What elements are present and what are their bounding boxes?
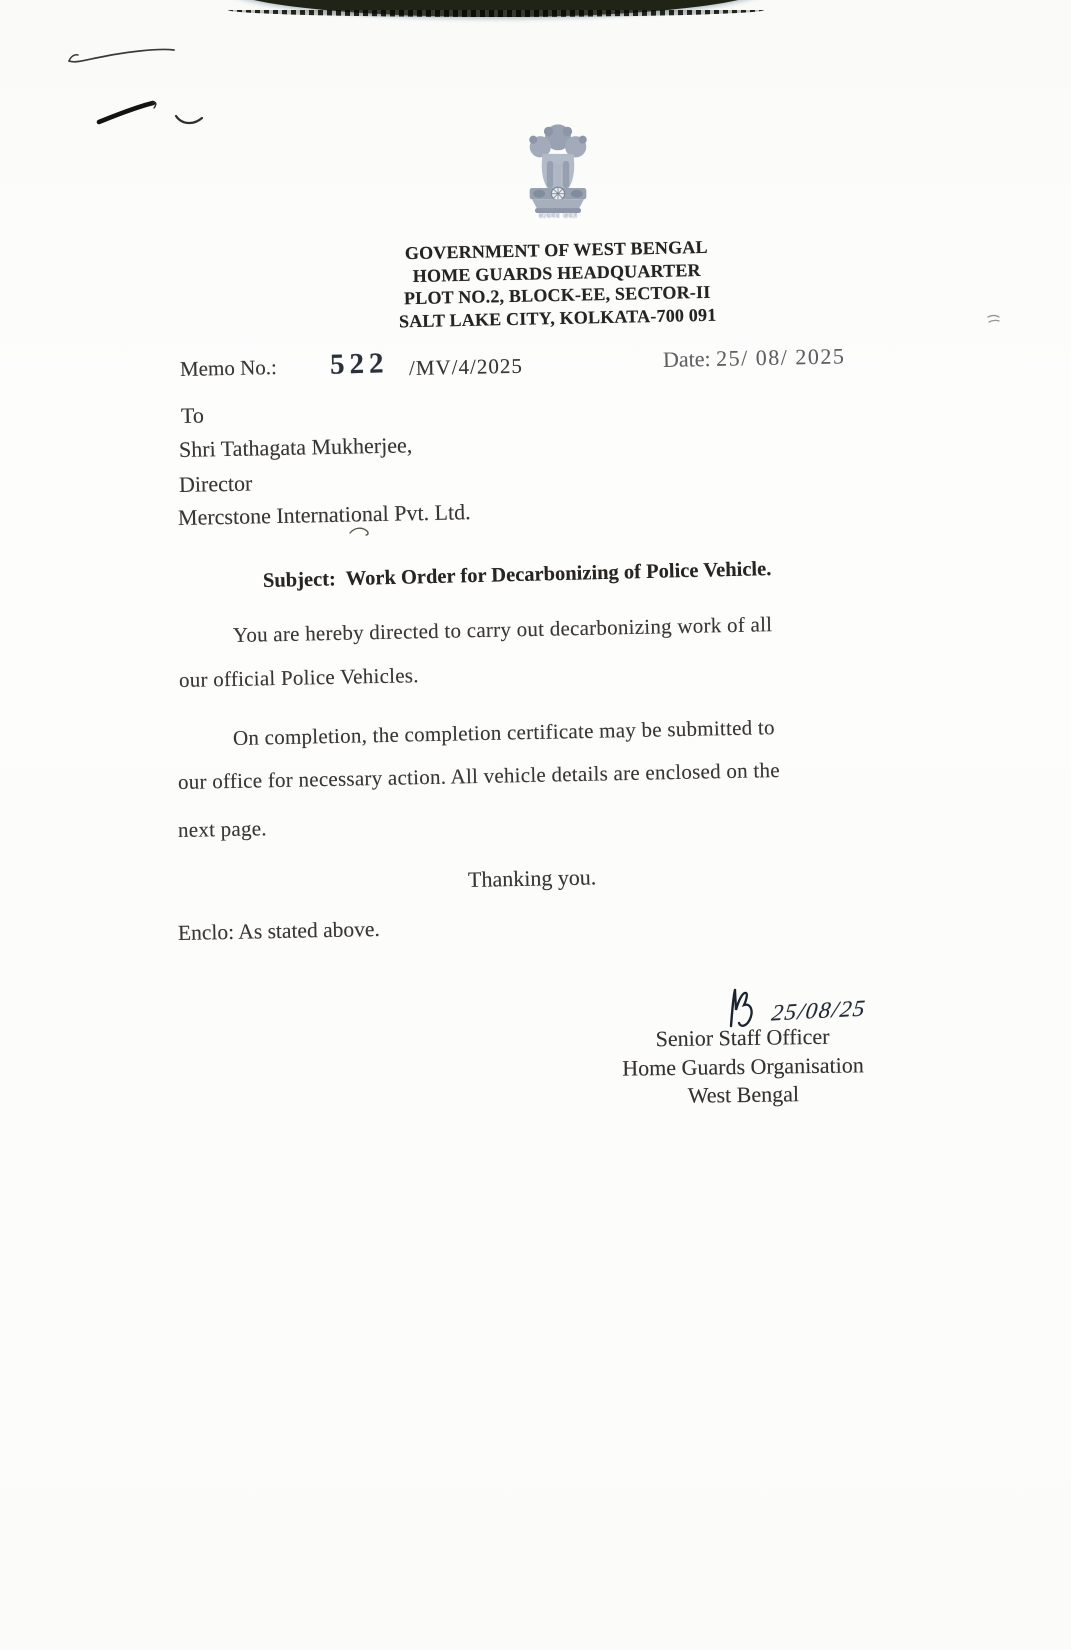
scan-edge-artifact — [222, 0, 770, 17]
body-para1-line1: You are hereby directed to carry out decarbonizing work of all — [232, 612, 773, 647]
enclosure-line: Enclo: As stated above. — [177, 916, 381, 945]
date-label: Date: — [662, 346, 711, 372]
signature-handwritten-date: 25/08/25 — [770, 995, 868, 1026]
signatory-designation: Senior Staff Officer — [655, 1023, 830, 1052]
recipient-name: Shri Tathagata Mukherjee, — [178, 432, 413, 462]
ashoka-emblem-icon — [512, 122, 604, 221]
date-value: 25/ 08/ 2025 — [715, 343, 846, 371]
letterhead-government: GOVERNMENT OF WEST BENGAL — [404, 236, 708, 264]
emblem-motto: सत्यमेव जयते — [538, 212, 578, 220]
subject-label: Subject: — [262, 568, 337, 592]
memo-number-label: Memo No.: — [179, 355, 278, 381]
signature-block — [556, 1021, 929, 1112]
scan-speck-artifact — [986, 313, 1002, 325]
body-para2-line2: our office for necessary action. All vehicle details are enclosed on the — [177, 757, 781, 794]
body-para1-line2: our official Police Vehicles. — [178, 663, 419, 692]
underline-squiggle-mark — [348, 525, 372, 537]
letterhead-department: HOME GUARDS HEADQUARTER — [412, 259, 701, 286]
subject-text: Work Order for Decarbonizing of Police Vehicle. — [345, 558, 772, 591]
letterhead-address-line2: SALT LAKE CITY, KOLKATA-700 091 — [398, 304, 717, 331]
memo-number-suffix: /MV/4/2025 — [408, 353, 524, 380]
pen-mark-check — [66, 44, 180, 66]
recipient-salutation: To — [180, 402, 205, 428]
recipient-designation: Director — [178, 470, 253, 497]
closing-line: Thanking you. — [467, 864, 597, 892]
letterhead-address-line1: PLOT NO.2, BLOCK-EE, SECTOR-II — [403, 281, 711, 309]
pen-mark-curve — [173, 113, 205, 129]
signatory-organisation: Home Guards Organisation — [622, 1051, 864, 1081]
recipient-company: Mercstone International Pvt. Ltd. — [177, 499, 471, 530]
body-para2-line3: next page. — [177, 816, 268, 842]
letterhead — [311, 234, 803, 334]
ashoka-lion-capital — [512, 122, 604, 214]
pen-mark-slash — [94, 98, 162, 126]
body-para2-line1: On completion, the completion certificate may be submitted to — [232, 715, 775, 750]
subject-line — [263, 558, 772, 593]
date-field — [663, 343, 846, 373]
signatory-place: West Bengal — [687, 1081, 800, 1108]
memo-number-handwritten: 522 — [329, 347, 389, 381]
